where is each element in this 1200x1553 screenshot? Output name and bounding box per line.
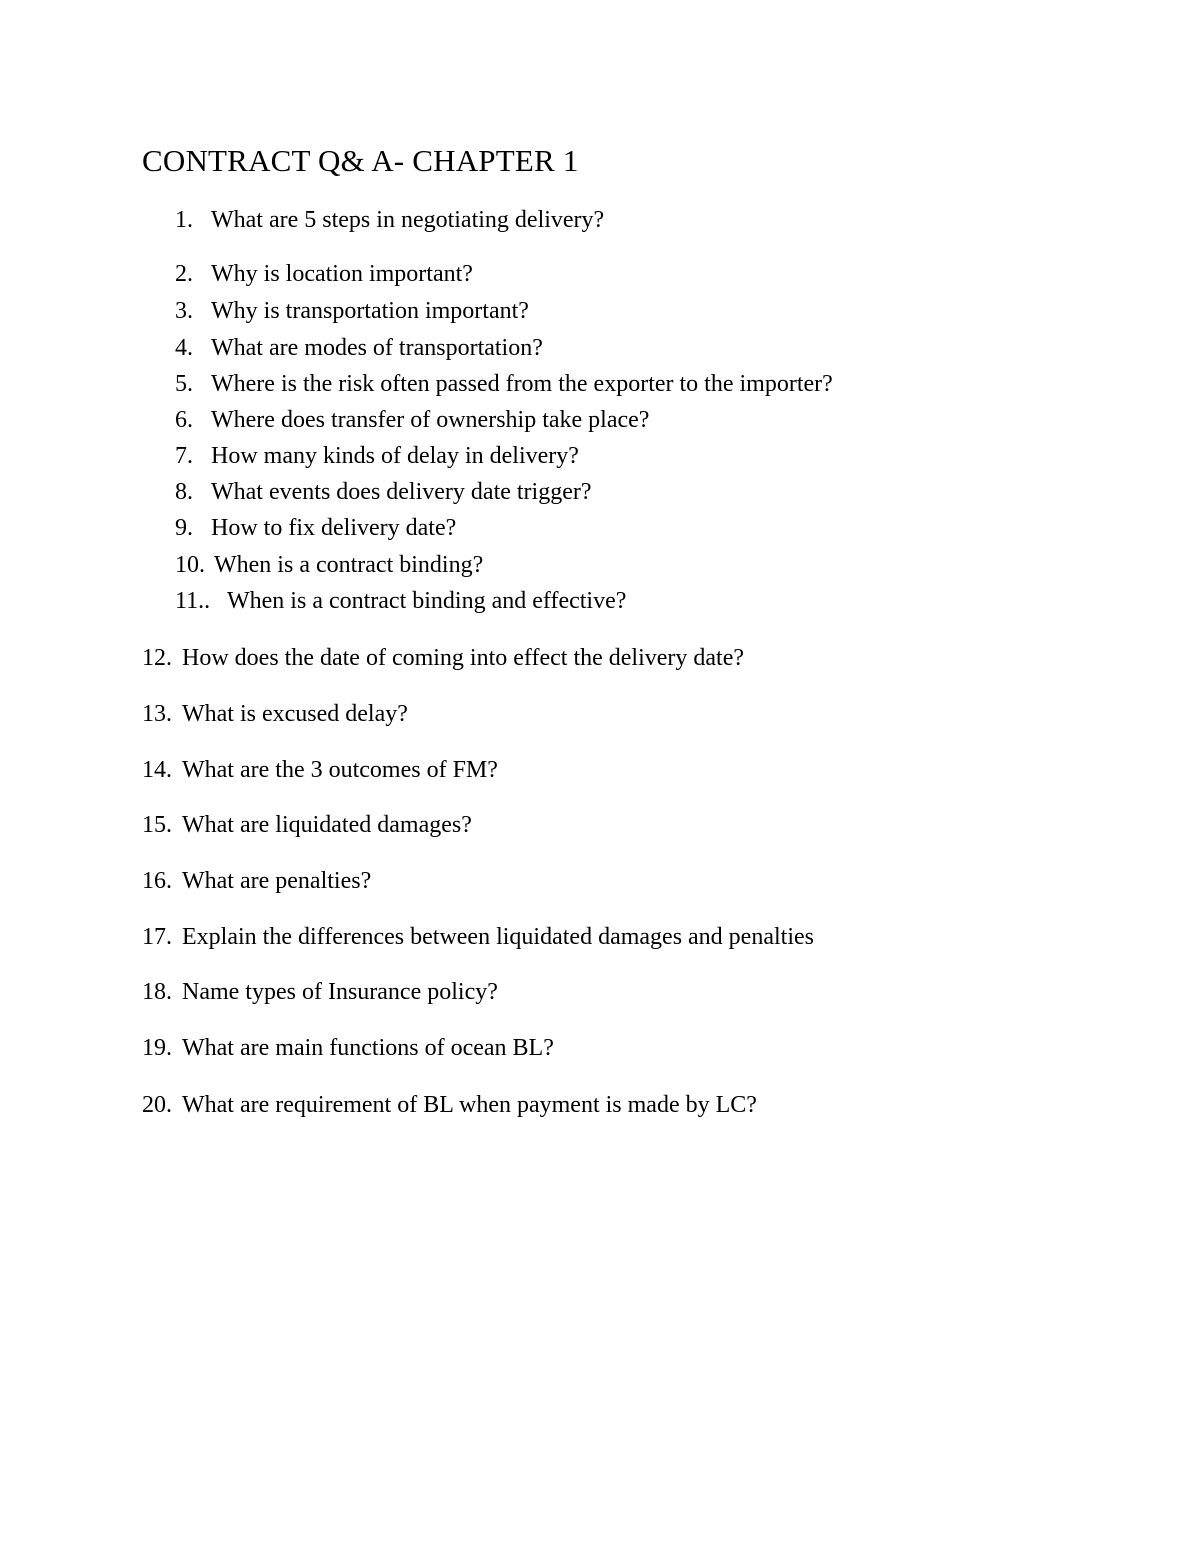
question-text: How to fix delivery date? <box>211 515 457 541</box>
question-number: 10. <box>175 552 205 578</box>
question-text: Where is the risk often passed from the exporter to the importer? <box>211 371 833 397</box>
question-text: Why is location important? <box>211 261 473 287</box>
question-number: 6. <box>175 407 193 433</box>
question-text: What are requirement of BL when payment is made by LC? <box>182 1092 757 1118</box>
question-text: How many kinds of delay in delivery? <box>211 443 579 469</box>
question-number: 17. <box>142 924 172 950</box>
question-number: 8. <box>175 479 193 505</box>
question-number: 9. <box>175 515 193 541</box>
question-text: What are modes of transportation? <box>211 335 543 361</box>
question-text: What events does delivery date trigger? <box>211 479 592 505</box>
question-number: 4. <box>175 335 193 361</box>
question-number: 11.. <box>175 588 211 614</box>
question-text: What are liquidated damages? <box>182 812 472 838</box>
question-text: Explain the differences between liquidated damages and penalties <box>182 924 814 950</box>
question-text: When is a contract binding and effective? <box>227 588 627 614</box>
question-text: What is excused delay? <box>182 701 408 727</box>
question-number: 5. <box>175 371 193 397</box>
question-text: What are main functions of ocean BL? <box>182 1035 554 1061</box>
question-text: What are 5 steps in negotiating delivery? <box>211 207 605 233</box>
question-text: Why is transportation important? <box>211 298 529 324</box>
question-number: 18. <box>142 979 172 1005</box>
document-title: CONTRACT Q& A- CHAPTER 1 <box>142 143 579 178</box>
question-text: What are penalties? <box>182 868 372 894</box>
question-number: 7. <box>175 443 193 469</box>
question-text: When is a contract binding? <box>214 552 484 578</box>
question-text: What are the 3 outcomes of FM? <box>182 757 498 783</box>
question-number: 13. <box>142 701 172 727</box>
question-number: 16. <box>142 868 172 894</box>
question-number: 14. <box>142 757 172 783</box>
question-number: 19. <box>142 1035 172 1061</box>
question-number: 15. <box>142 812 172 838</box>
question-number: 3. <box>175 298 193 324</box>
question-number: 1. <box>175 207 193 233</box>
question-text: Where does transfer of ownership take place? <box>211 407 650 433</box>
question-text: Name types of Insurance policy? <box>182 979 498 1005</box>
question-number: 12. <box>142 645 172 671</box>
question-text: How does the date of coming into effect the delivery date? <box>182 645 745 671</box>
question-number: 2. <box>175 261 193 287</box>
question-number: 20. <box>142 1092 172 1118</box>
